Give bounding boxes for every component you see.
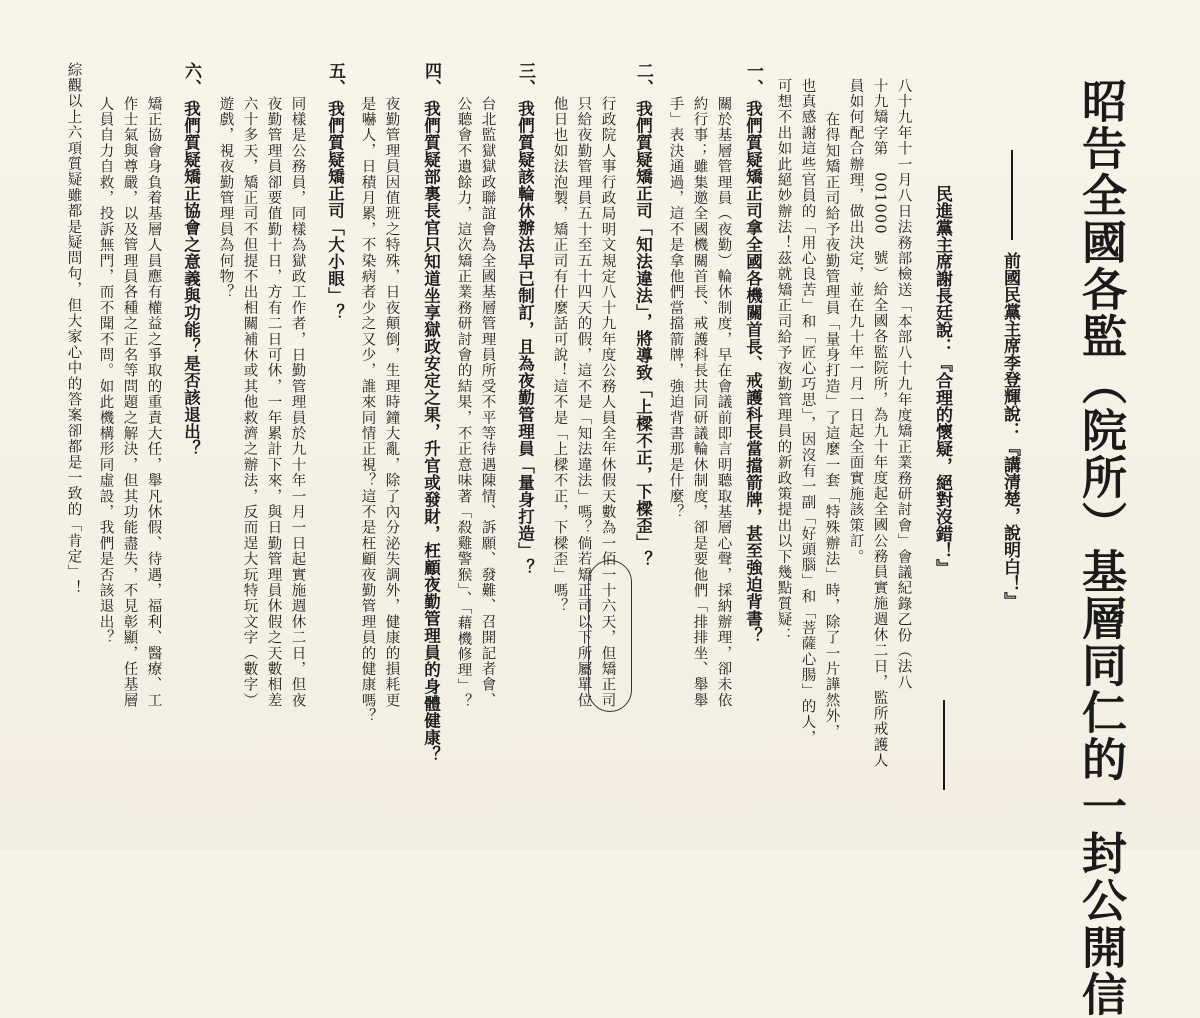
section-2-heading: 我們質疑矯正司「知法違法」，將導致「上樑不正，下樑歪」？ bbox=[633, 100, 653, 568]
section-5-line: 同樣是公務員，同樣為獄政工作者，日勤管理員於九十年一月一日起實施週休二日，但夜 bbox=[289, 96, 306, 709]
section-4-number: 四、 bbox=[421, 62, 441, 96]
intro-line: 八十九年十一月八日法務部檢送「本部八十九年度矯正業務研討會」會議紀錄乙份（法八 bbox=[895, 78, 912, 691]
section-2-line: 行政院人事行政局明文規定八十九年度公務人員全年休假天數為一佰一十六天，但矯正司 bbox=[599, 96, 616, 709]
section-1-line: 關於基層管理員（夜勤）輪休制度，早在會議前即言明聽取基層心聲，採納辦理，卻未依 bbox=[715, 96, 732, 709]
subtitle-lee: 前國民黨主席李登輝說：『講清楚，說明白！』 bbox=[1000, 252, 1020, 609]
subtitle-hsieh: 民進黨主席謝長廷說：『合理的懷疑，絕對沒錯！』 bbox=[932, 185, 952, 576]
section-3-line: 台北監獄獄政聯誼會為全國基層管理員所受不平等待遇陳情、訴願、發難、召開記者會、 bbox=[479, 96, 496, 709]
section-6-number: 六、 bbox=[181, 62, 201, 96]
section-5-heading: 我們質疑矯正司「大小眼」？ bbox=[325, 100, 345, 321]
section-1-heading: 我們質疑矯正司拿全國各機關首長、戒護科長當擋箭牌，甚至強迫背書？ bbox=[743, 100, 763, 644]
intro-line: 員如何配合辦理，做出決定，並在九十年一月一日起全面實施該策訂。 bbox=[847, 78, 864, 565]
section-6-line: 矯正協會身負着基層人員應有權益之爭取的重責大任，舉凡休假、待遇，福利、醫療、工 bbox=[145, 96, 162, 709]
section-2-line: 只給夜勤管理員五十至五十四天的假，這不是「知法違法」嗎？倘若矯正司以下所屬單位 bbox=[575, 96, 592, 709]
section-5-line: 六十多天，矯正司不但提不出相關補休或其他救濟之辦法，反而逞大玩特玩文字（數字） bbox=[241, 96, 258, 709]
section-6-line: 人員自力自救，投訴無門，而不聞不問。如此機構形同虛設，我們是否該退出？ bbox=[97, 96, 114, 646]
section-1-line: 手」表決通過，這不是拿他們當擋箭牌，強迫背書那是什麼？ bbox=[667, 96, 684, 520]
section-3-line: 公聽會不遺餘力，這次矯正業務研討會的結果，不正意味著「殺雞警猴」、「藉機修理」？ bbox=[455, 96, 472, 710]
section-3-heading: 我們質疑該輪休辦法早已制訂，且為夜勤管理員「量身打造」？ bbox=[515, 100, 535, 576]
section-4-line: 夜勤管理員因值班之特殊，日夜顛倒，生理時鐘大亂，除了內分泌失調外，健康的損耗更 bbox=[383, 96, 400, 709]
section-6-heading: 我們質疑矯正協會之意義與功能？是否該退出？ bbox=[181, 100, 201, 457]
subtitle-rule-top bbox=[1011, 150, 1013, 240]
intro-line: 也真感謝這些官員的「用心良苦」和「匠心巧思」，因沒有一副「好頭腦」和「菩薩心腸」的人， bbox=[799, 78, 816, 746]
section-3-number: 三、 bbox=[515, 62, 535, 96]
letter-title: 昭告全國各監（院所）基層同仁的一封公開信 bbox=[1074, 78, 1127, 1018]
section-2-number: 二、 bbox=[633, 62, 653, 96]
handwritten-circle-mark bbox=[588, 560, 632, 712]
section-6-line: 作士氣與尊嚴，以及管理員各種之正名等問題之解決，但其功能盡失，不見彰顯，任基層 bbox=[121, 96, 138, 709]
section-4-line: 是嚇人，日積月累，不染病者少之又少，誰來同情正視？這不是枉顧夜勤管理員的健康嗎？ bbox=[359, 96, 376, 724]
intro-line: 可想不出如此絕妙辦法！茲就矯正司給予夜勤管理員的新政策提出以下幾點質疑： bbox=[775, 78, 792, 644]
section-5-number: 五、 bbox=[325, 62, 345, 96]
section-2-line: 他日也如法泡製，矯正司有什麼話可說！這不是「上樑不正，下樑歪」嗎？ bbox=[551, 96, 568, 615]
section-1-number: 一、 bbox=[743, 62, 763, 96]
section-1-line: 約行事；雖集邀全國機關首長、戒護科長共同研議輪休制度，卻是要他們「排排坐、舉舉 bbox=[691, 96, 708, 709]
intro-line: 十九矯字第 001000 號）給全國各監院所，為九十年度起全國公務員實施週休二日，監所戒護人 bbox=[871, 78, 888, 769]
section-5-line: 遊戲，視夜勤管理員為何物？ bbox=[217, 96, 234, 301]
subtitle-rule-bottom bbox=[943, 700, 945, 790]
conclusion-line: 綜觀以上六項質疑雖都是疑問句，但大家心中的答案卻都是一致的「肯定」！ bbox=[65, 62, 82, 596]
section-4-heading: 我們質疑部裏長官只知道坐享獄政安定之果，升官或發財，枉顧夜勤管理員的身體健康？ bbox=[421, 100, 441, 763]
section-5-line: 夜勤管理員卻要值勤十日，方有二日可休，一年累計下來，與日勤管理員休假之天數相差 bbox=[265, 96, 282, 709]
intro-line: 在得知矯正司給予夜勤管理員「量身打造」了這麼一套「特殊辦法」時，除了一片譁然外， bbox=[823, 96, 840, 740]
